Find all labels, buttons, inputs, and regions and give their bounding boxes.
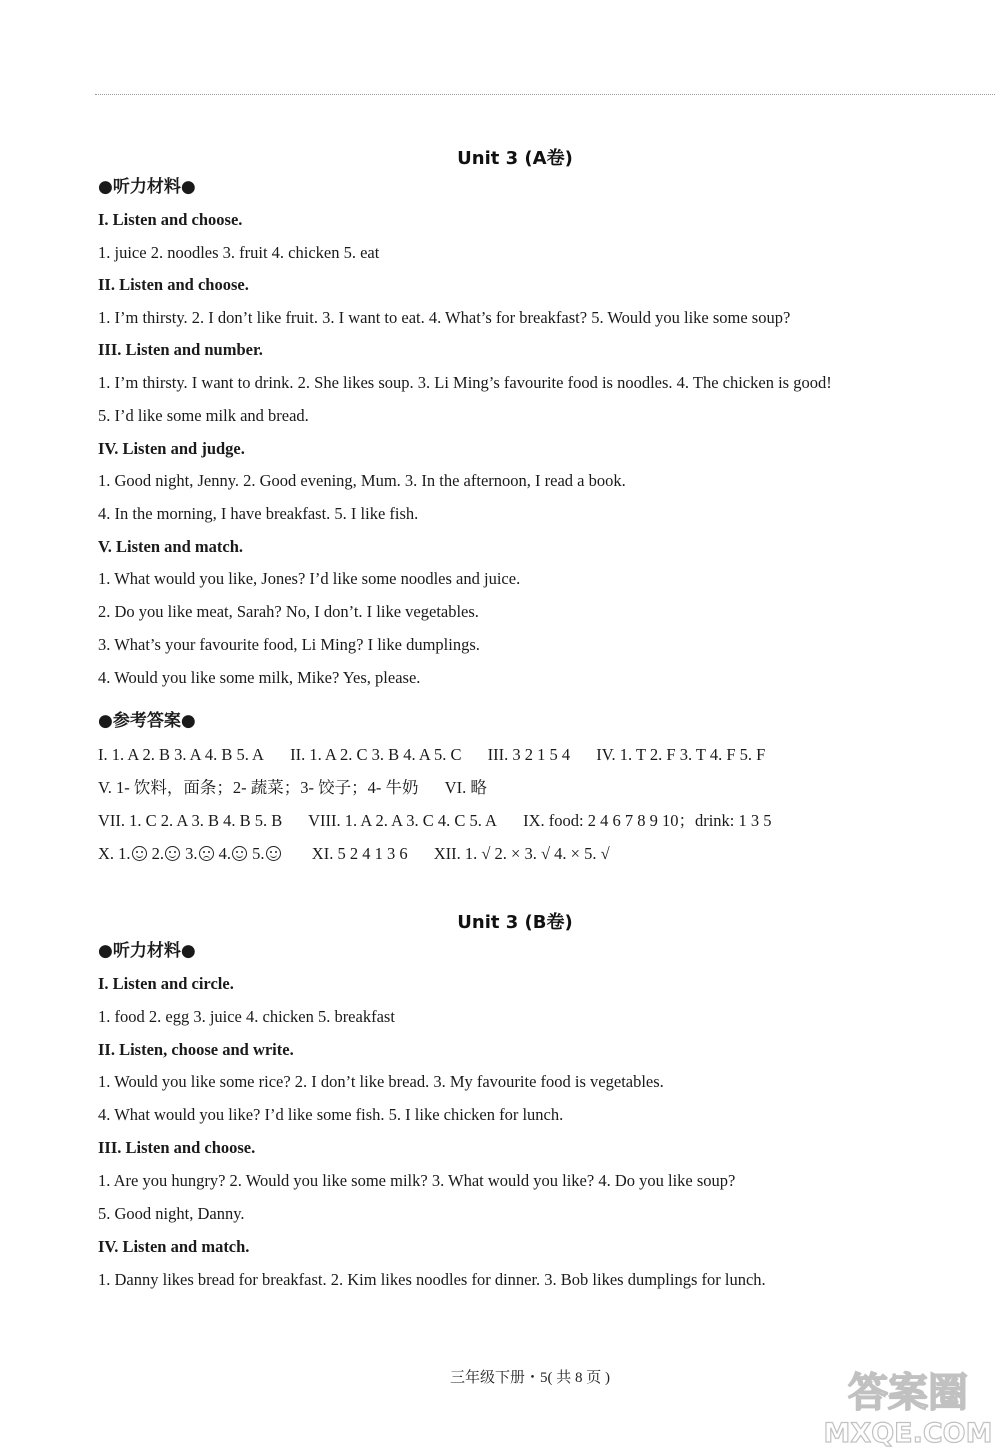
unit-b-section-3-line-1: 1. Are you hungry? 2. Would you like some milk? 3. What would you like? 4. Do you like soup? [98,1171,736,1190]
unit-b-section-3-line-2: 5. Good night, Danny. [98,1204,245,1223]
answer-ii: II. 1. A 2. C 3. B 4. A 5. C [290,745,462,764]
answer-xii: XII. 1. √ 2. × 3. √ 4. × 5. √ [433,844,610,863]
answers-row-2 [98,778,487,798]
unit-b-section-4-line-1: 1. Danny likes bread for breakfast. 2. Kim likes noodles for dinner. 3. Bob likes dumplings for lunch. [98,1270,766,1289]
answer-x-1-num: 1. [118,844,131,863]
unit-a-section-4-line-1: 1. Good night, Jenny. 2. Good evening, Mum. 3. In the afternoon, I read a book. [98,471,626,490]
unit-a-section-4-line-2: 4. In the morning, I have breakfast. 5. I like fish. [98,504,419,523]
watermark-logo [824,1362,992,1448]
unit-a-section-2-heading: II. Listen and choose. [98,275,249,294]
page-footer: 三年级下册・5( 共 8 页 ) [450,1370,610,1386]
unit-b-section-2-heading: II. Listen, choose and write. [98,1040,294,1059]
unit-a-section-3-line-2: 5. I’d like some milk and bread. [98,406,309,425]
unit-a-answers-header: ●参考答案● [98,711,196,731]
answer-xi: XI. 5 2 4 1 3 6 [311,844,408,863]
unit-a-section-2-line-1: 1. I’m thirsty. 2. I don’t like fruit. 3. I want to eat. 4. What’s for breakfast? 5. Would you like some soup? [98,308,791,327]
unit-a-section-4-heading: IV. Listen and judge. [98,439,245,458]
watermark-text-top: 答案圈 [848,1370,968,1416]
unit-a-section-3-heading: III. Listen and number. [98,340,263,359]
answer-ix: IX. food: 2 4 6 7 8 9 10；drink: 1 3 5 [523,811,772,830]
unit-b-listening-header: ●听力材料● [98,941,196,961]
unit-b-section-2-line-1: 1. Would you like some rice? 2. I don’t like bread. 3. My favourite food is vegetables. [98,1072,664,1091]
answer-i: I. 1. A 2. B 3. A 4. B 5. A [98,745,264,764]
unit-a-section-5-line-3: 3. What’s your favourite food, Li Ming? I like dumplings. [98,635,480,654]
unit-a-section-5-line-1: 1. What would you like, Jones? I’d like some noodles and juice. [98,569,521,588]
answer-x-3-num: 3. [185,844,198,863]
unit-a-listening-header: ●听力材料● [98,177,196,197]
answer-vi: VI. 略 [444,778,487,797]
unit-a-section-1-heading: I. Listen and choose. [98,210,243,229]
unit-a-section-5-heading: V. Listen and match. [98,537,244,556]
watermark-text-bottom: MXQE.COM [824,1418,992,1448]
unit-a-title: Unit 3 (A卷) [457,148,573,169]
answer-x-4-num: 4. [218,844,232,863]
unit-b-section-2-line-2: 4. What would you like? I’d like some fish. 5. I like chicken for lunch. [98,1105,564,1124]
unit-b-section-3-heading: III. Listen and choose. [98,1138,256,1157]
answer-iii: III. 3 2 1 5 4 [487,745,571,764]
answers-row-4 [98,844,610,864]
answer-viii: VIII. 1. A 2. A 3. C 4. C 5. A [308,811,497,830]
unit-a-section-5-line-2: 2. Do you like meat, Sarah? No, I don’t. I like vegetables. [98,602,479,621]
answers-row-3 [98,811,772,831]
answers-row-1 [98,745,765,765]
answer-x-5-num: 5. [252,844,265,863]
smiley-face-icon [232,846,247,861]
header-divider [95,94,995,95]
smiley-face-icon [165,846,180,861]
answer-v: V. 1- 饮料，面条；2- 蔬菜；3- 饺子；4- 牛奶 [98,778,419,797]
unit-b-section-4-heading: IV. Listen and match. [98,1237,250,1256]
answer-vii: VII. 1. C 2. A 3. B 4. B 5. B [98,811,283,830]
unit-b-title: Unit 3 (B卷) [457,912,573,933]
smiley-face-icon [266,846,281,861]
unit-a-section-3-line-1: 1. I’m thirsty. I want to drink. 2. She likes soup. 3. Li Ming’s favourite food is noodles. 4. The chicken is good! [98,373,832,392]
answer-iv: IV. 1. T 2. F 3. T 4. F 5. F [596,745,766,764]
unit-a-section-5-line-4: 4. Would you like some milk, Mike? Yes, please. [98,668,421,687]
answer-x-label: X. [98,844,115,863]
smiley-face-icon [132,846,147,861]
unit-a-section-1-line-1: 1. juice 2. noodles 3. fruit 4. chicken 5. eat [98,243,380,262]
answer-x-2-num: 2. [151,844,165,863]
unit-b-section-1-heading: I. Listen and circle. [98,974,234,993]
sad-face-icon [199,846,214,861]
unit-b-section-1-line-1: 1. food 2. egg 3. juice 4. chicken 5. breakfast [98,1007,395,1026]
